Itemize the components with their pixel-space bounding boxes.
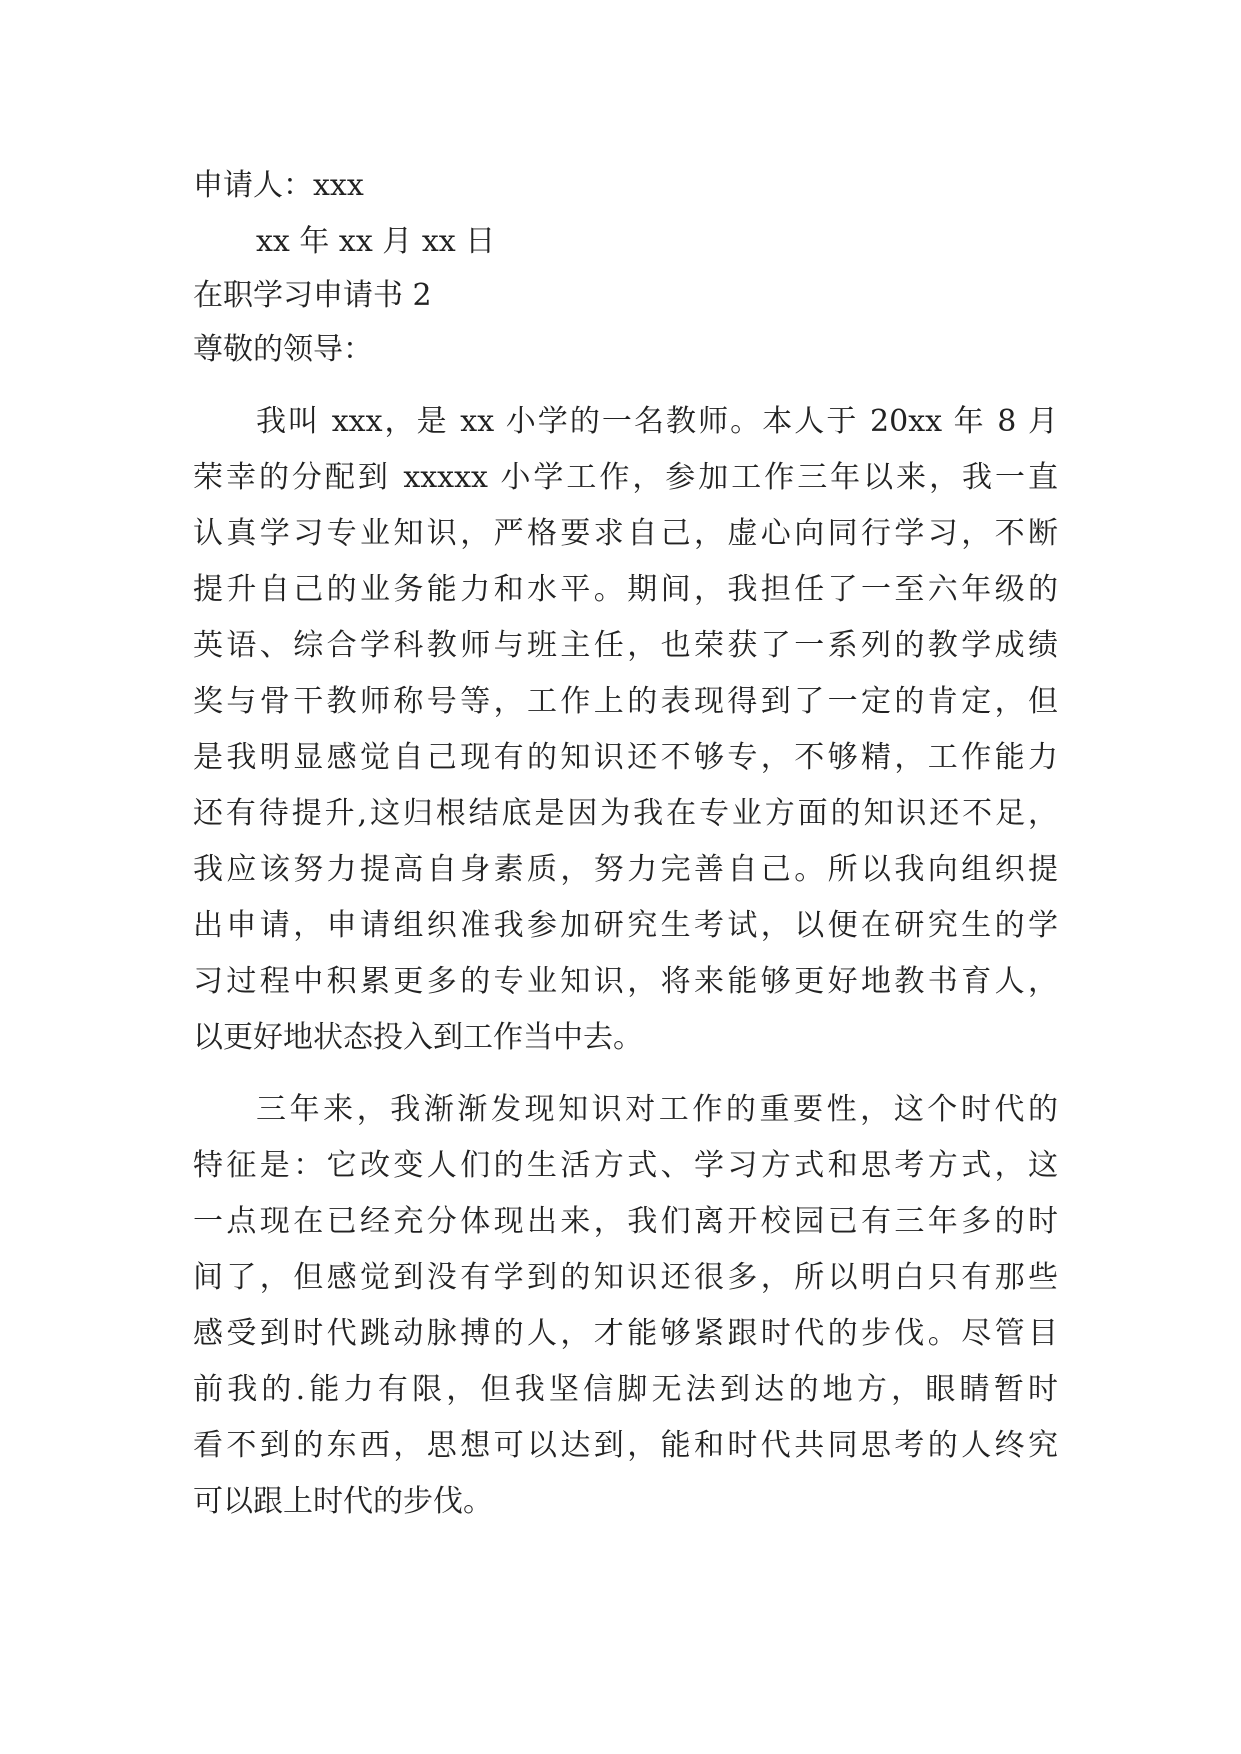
paragraph-2-line: 一点现在已经充分体现出来，我们离开校园已有三年多的时 <box>193 1204 1058 1239</box>
paragraph-1-line: 是我明显感觉自己现有的知识还不够专，不够精，工作能力 <box>193 740 1058 775</box>
paragraph-1-line: 以更好地状态投入到工作当中去。 <box>193 1020 643 1055</box>
paragraph-1-line: 还有待提升,这归根结底是因为我在专业方面的知识还不足， <box>193 796 1058 831</box>
paragraph-2-line: 看不到的东西，思想可以达到，能和时代共同思考的人终究 <box>193 1428 1058 1463</box>
paragraph-2-line: 三年来，我渐渐发现知识对工作的重要性，这个时代的 <box>256 1092 1058 1127</box>
paragraph-1-line: 荣幸的分配到 xxxxx 小学工作，参加工作三年以来，我一直 <box>193 460 1058 495</box>
paragraph-2-line: 间了，但感觉到没有学到的知识还很多，所以明白只有那些 <box>193 1260 1058 1295</box>
document-title: 在职学习申请书 2 <box>193 278 432 313</box>
paragraph-1-line: 我叫 xxx，是 xx 小学的一名教师。本人于 20xx 年 8 月 <box>256 404 1058 439</box>
salutation: 尊敬的领导： <box>193 332 373 367</box>
paragraph-1-line: 我应该努力提高自身素质，努力完善自己。所以我向组织提 <box>193 852 1058 887</box>
paragraph-1-line: 习过程中积累更多的专业知识，将来能够更好地教书育人， <box>193 964 1058 999</box>
paragraph-1-line: 提升自己的业务能力和水平。期间，我担任了一至六年级的 <box>193 572 1058 607</box>
paragraph-2-line: 特征是：它改变人们的生活方式、学习方式和思考方式，这 <box>193 1148 1058 1183</box>
paragraph-1-line: 出申请，申请组织准我参加研究生考试，以便在研究生的学 <box>193 908 1058 943</box>
paragraph-2-line: 感受到时代跳动脉搏的人，才能够紧跟时代的步伐。尽管目 <box>193 1316 1058 1351</box>
paragraph-1-line: 奖与骨干教师称号等，工作上的表现得到了一定的肯定，但 <box>193 684 1058 719</box>
paragraph-2-line: 前我的.能力有限，但我坚信脚无法到达的地方，眼睛暂时 <box>193 1372 1058 1407</box>
paragraph-1-line: 认真学习专业知识，严格要求自己，虚心向同行学习，不断 <box>193 516 1058 551</box>
date-line: xx 年 xx 月 xx 日 <box>256 224 496 259</box>
paragraph-2-line: 可以跟上时代的步伐。 <box>193 1484 493 1519</box>
applicant-line: 申请人：xxx <box>193 168 364 203</box>
paragraph-1-line: 英语、综合学科教师与班主任，也荣获了一系列的教学成绩 <box>193 628 1058 663</box>
